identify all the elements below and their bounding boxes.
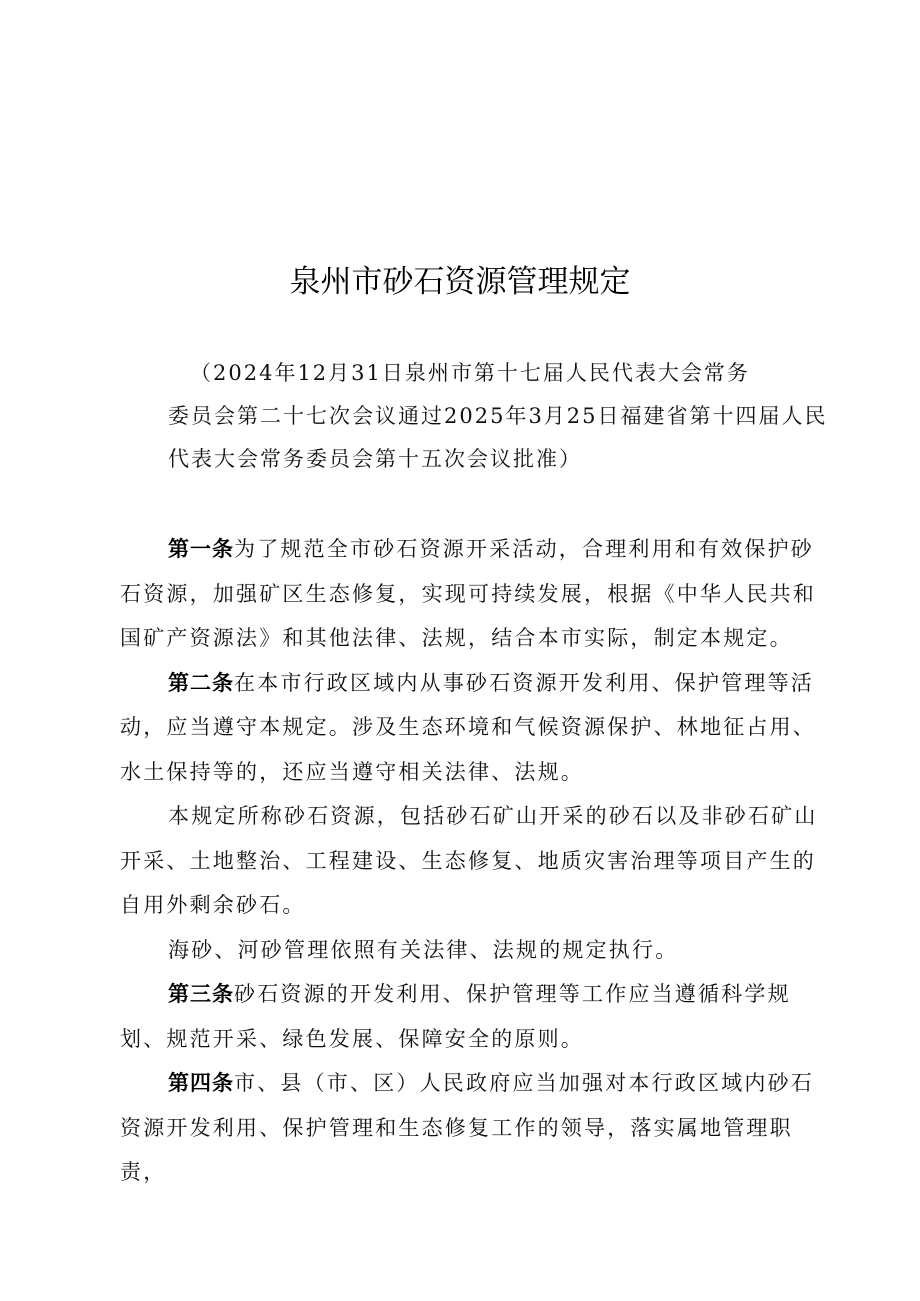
approval-line-2: 委员会第二十七次会议通过2025年3月25日福建省第十四届人民 [168, 404, 828, 428]
article-1 [120, 527, 820, 661]
article-2-paragraph-3 [120, 928, 820, 973]
article-text: 为了规范全市砂石资源开采活动，合理利用和有效保护砂石资源，加强矿区生态修复，实现可持续发展，根据《中华人民共和国矿产资源法》和其他法律、法规，结合本市实际，制定本规定。 [120, 537, 816, 650]
article-text: 在本市行政区域内从事砂石资源开发利用、保护管理等活动，应当遵守本规定。涉及生态环境和气候资源保护、林地征占用、水土保持等的，还应当遵守相关法律、法规。 [120, 670, 816, 784]
article-number: 第一条 [168, 537, 234, 561]
article-number: 第二条 [168, 670, 234, 695]
paragraph-text: 海砂、河砂管理依照有关法律、法规的规定执行。 [168, 937, 679, 962]
approval-note [168, 352, 828, 481]
paragraph-text: 本规定所称砂石资源，包括砂石矿山开采的砂石以及非砂石矿山开采、土地整治、工程建设、生态修复、地质灾害治理等项目产生的自用外剩余砂石。 [120, 804, 818, 917]
document-title: 泉州市砂石资源管理规定 [289, 264, 631, 300]
approval-line-1: （2024年12月31日泉州市第十七届人民代表大会常务 [190, 361, 750, 385]
document-body [120, 527, 820, 1195]
article-text: 市、县（市、区）人民政府应当加强对本行政区域内砂石资源开发利用、保护管理和生态修复工作的领导，落实属地管理职责， [120, 1071, 814, 1184]
approval-line-3: 代表大会常务委员会第十五次会议批准） [168, 447, 582, 471]
article-text: 砂石资源的开发利用、保护管理等工作应当遵循科学规划、规范开采、绿色发展、保障安全的原则。 [120, 982, 791, 1051]
article-2 [120, 661, 820, 795]
article-4 [120, 1061, 820, 1195]
article-number: 第四条 [168, 1071, 234, 1095]
article-3 [120, 972, 820, 1061]
article-2-paragraph-2 [120, 794, 820, 928]
article-number: 第三条 [168, 982, 234, 1006]
